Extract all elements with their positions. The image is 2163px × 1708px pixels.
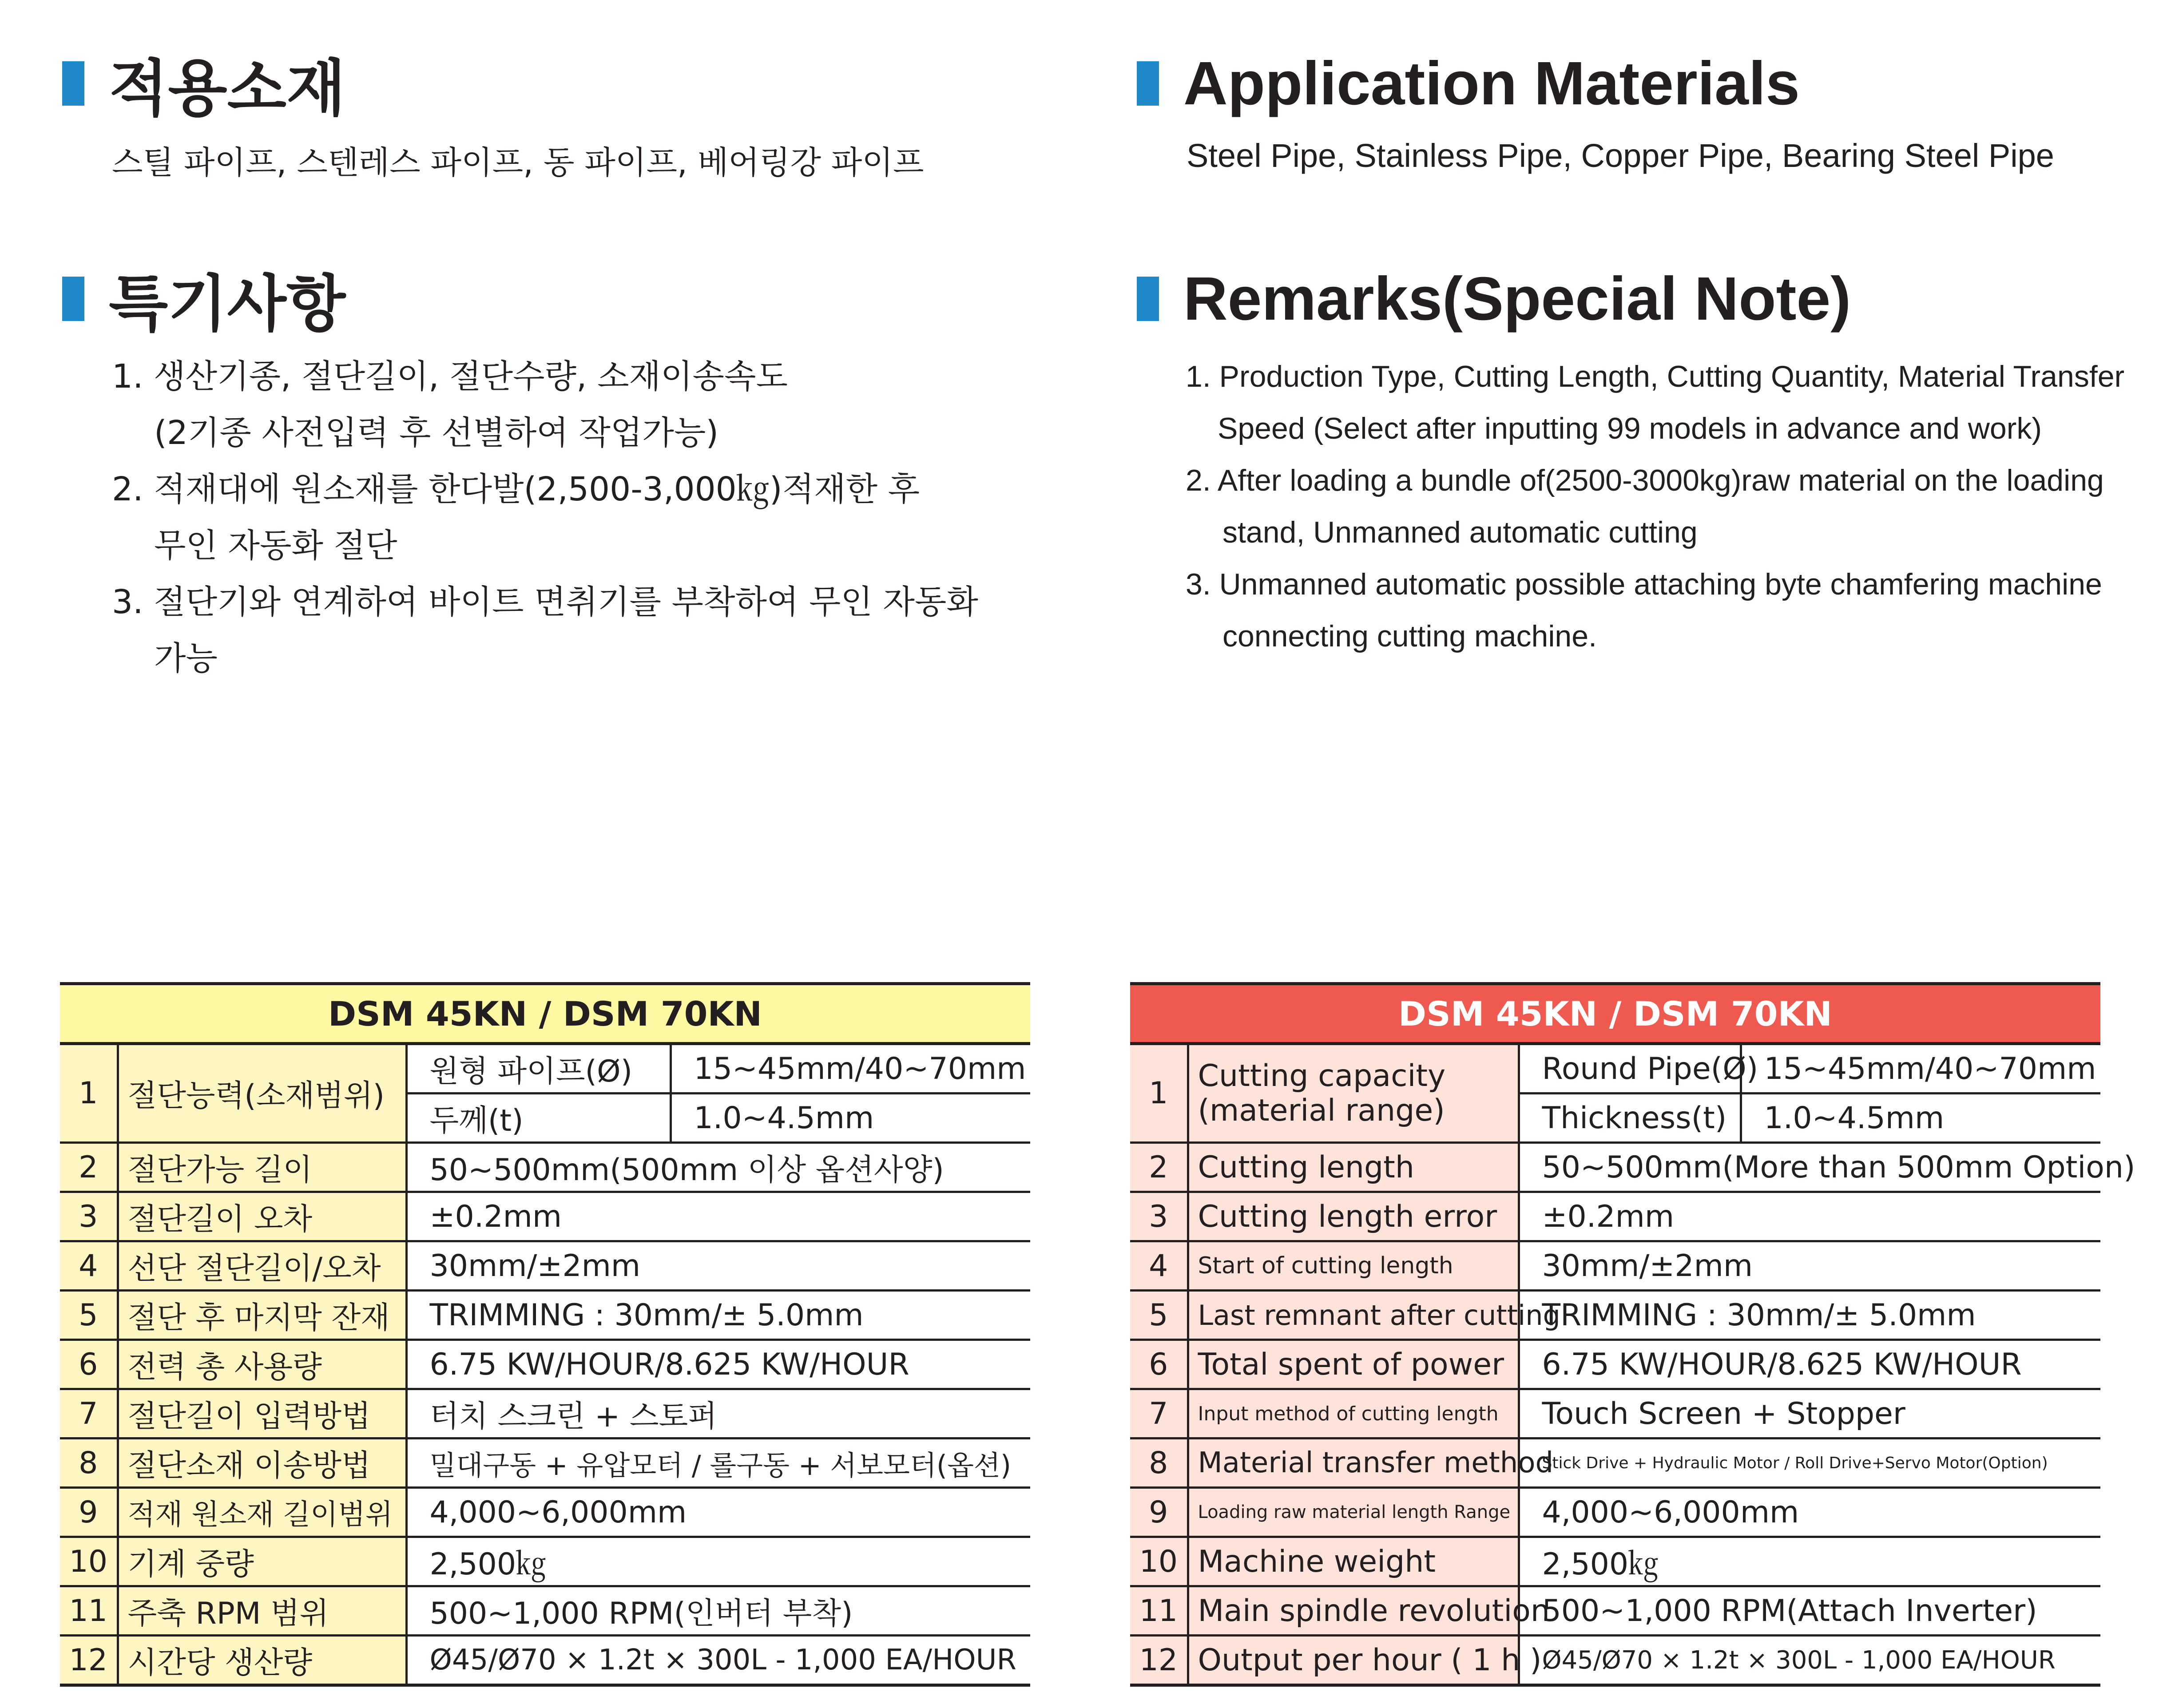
- sub-label: Thickness(t): [1519, 1094, 1741, 1143]
- row-value: 4,000~6,000mm: [406, 1488, 1030, 1537]
- row-label: Output per hour ( 1 h ): [1188, 1636, 1519, 1685]
- row-number: 2: [1130, 1143, 1188, 1192]
- row-label: Cutting length error: [1188, 1192, 1519, 1241]
- row-label: [1188, 1044, 1519, 1143]
- row-label: 전력 총 사용량: [118, 1340, 406, 1389]
- row-number: 3: [60, 1192, 118, 1241]
- table-row: [1130, 1340, 2100, 1389]
- table-row: [60, 1143, 1030, 1192]
- remark-line: Speed (Select after inputting 99 models in advance and work): [1218, 412, 2042, 445]
- spec-table-ko: [60, 982, 1030, 1687]
- sub-value: 15~45mm/40~70mm: [1741, 1044, 2100, 1094]
- table-row: [1130, 1143, 2100, 1192]
- sub-value: 1.0~4.5mm: [671, 1094, 1030, 1143]
- row-value: 6.75 KW/HOUR/8.625 KW/HOUR: [1519, 1340, 2100, 1389]
- sub-label: 원형 파이프(Ø): [406, 1044, 671, 1094]
- row-value: 500~1,000 RPM(인버터 부착): [406, 1586, 1030, 1636]
- row-value: TRIMMING : 30mm/± 5.0mm: [406, 1291, 1030, 1340]
- row-number: 11: [60, 1586, 118, 1636]
- table-row: [60, 1636, 1030, 1685]
- remark-line: 2. 적재대에 원소재를 한다발(2,500-3,000㎏)적재한 후: [112, 470, 920, 508]
- row-number: 5: [1130, 1291, 1188, 1340]
- row-value: 50~500mm(500mm 이상 옵션사양): [406, 1143, 1030, 1192]
- row-label: 절단길이 오차: [118, 1192, 406, 1241]
- table-row: [1130, 1586, 2100, 1636]
- table-row: [60, 1241, 1030, 1291]
- materials-text-ko: 스틸 파이프, 스텐레스 파이프, 동 파이프, 베어링강 파이프: [112, 144, 924, 181]
- row-number: 11: [1130, 1586, 1188, 1636]
- table-row: [60, 1488, 1030, 1537]
- remark-line: stand, Unmanned automatic cutting: [1222, 515, 1698, 549]
- row-value: TRIMMING : 30mm/± 5.0mm: [1519, 1291, 2100, 1340]
- table-row: [1130, 1439, 2100, 1488]
- remark-line: 무인 자동화 절단: [154, 527, 397, 565]
- row-label: Last remnant after cutting: [1188, 1291, 1519, 1340]
- row-number: 6: [60, 1340, 118, 1389]
- row-label-line: (material range): [1198, 1093, 1445, 1128]
- remark-line: 2. After loading a bundle of(2500-3000kg)raw material on the loading: [1186, 464, 2104, 497]
- spec-table-en: [1130, 982, 2135, 1687]
- row-number: 8: [1130, 1439, 1188, 1488]
- table-row: [1130, 1291, 2100, 1340]
- table-row: [60, 1340, 1030, 1389]
- row-label: 기계 중량: [118, 1537, 406, 1586]
- row-label: 절단가능 길이: [118, 1143, 406, 1192]
- materials-text-en: Steel Pipe, Stainless Pipe, Copper Pipe, Bearing Steel Pipe: [1187, 137, 2054, 174]
- remark-line: 1. Production Type, Cutting Length, Cutting Quantity, Material Transfer: [1186, 360, 2125, 393]
- row-label: 절단길이 입력방법: [118, 1389, 406, 1439]
- table-row: [1130, 1389, 2100, 1439]
- remark-line: 가능: [154, 639, 218, 678]
- table-row: [60, 1537, 1030, 1586]
- row-number: 9: [1130, 1488, 1188, 1537]
- row-number: 6: [1130, 1340, 1188, 1389]
- remarks-list-ko: [112, 349, 978, 687]
- row-number: 2: [60, 1143, 118, 1192]
- row-label: 선단 절단길이/오차: [118, 1241, 406, 1291]
- table-row: [60, 1291, 1030, 1340]
- remark-line: (2기종 사전입력 후 선별하여 작업가능): [154, 414, 719, 452]
- row-label: 적재 원소재 길이범위: [118, 1488, 406, 1537]
- sub-value: 15~45mm/40~70mm: [671, 1044, 1030, 1094]
- row-label: Material transfer method: [1188, 1439, 1519, 1488]
- heading-bar-icon: [1137, 277, 1159, 321]
- row-number: 4: [1130, 1241, 1188, 1291]
- row-value: Stick Drive + Hydraulic Motor / Roll Drive+Servo Motor(Option): [1519, 1439, 2100, 1488]
- row-value: 50~500mm(More than 500mm Option): [1519, 1143, 2100, 1192]
- row-label: 절단 후 마지막 잔재: [118, 1291, 406, 1340]
- table-row: [1130, 1488, 2100, 1537]
- table-row: [1130, 1636, 2100, 1685]
- sub-value: 1.0~4.5mm: [1741, 1094, 2100, 1143]
- row-number: 7: [1130, 1389, 1188, 1439]
- heading-bar-icon: [1137, 61, 1159, 106]
- row-value: ±0.2mm: [1519, 1192, 2100, 1241]
- row-label-line: Cutting capacity: [1198, 1058, 1446, 1094]
- row-value: 6.75 KW/HOUR/8.625 KW/HOUR: [406, 1340, 1030, 1389]
- remarks-title-ko: 특기사항: [109, 268, 346, 340]
- table-title-ko: DSM 45KN / DSM 70KN: [60, 984, 1030, 1044]
- row-value: 30mm/±2mm: [1519, 1241, 2100, 1291]
- row-value: Ø45/Ø70 × 1.2t × 300L - 1,000 EA/HOUR: [406, 1636, 1030, 1685]
- row-number: 5: [60, 1291, 118, 1340]
- table-row: [60, 1439, 1030, 1488]
- row-number: 1: [60, 1044, 118, 1143]
- row-number: 9: [60, 1488, 118, 1537]
- row-value: 터치 스크린 + 스토퍼: [406, 1389, 1030, 1439]
- row-number: 10: [1130, 1537, 1188, 1586]
- row-label: 절단능력(소재범위): [118, 1044, 406, 1143]
- row-number: 12: [1130, 1636, 1188, 1685]
- row-value: Touch Screen + Stopper: [1519, 1389, 2100, 1439]
- sub-label: 두께(t): [406, 1094, 671, 1143]
- table-row: [60, 1044, 1030, 1094]
- table-row: [60, 1192, 1030, 1241]
- row-number: 8: [60, 1439, 118, 1488]
- remark-line: 1. 생산기종, 절단길이, 절단수량, 소재이송속도: [112, 357, 788, 396]
- row-label: Cutting length: [1188, 1143, 1519, 1192]
- row-value: 밀대구동 + 유압모터 / 롤구동 + 서보모터(옵션): [406, 1439, 1030, 1488]
- remarks-title-en: Remarks(Special Note): [1183, 264, 1851, 333]
- row-number: 3: [1130, 1192, 1188, 1241]
- row-number: 10: [60, 1537, 118, 1586]
- row-value: 30mm/±2mm: [406, 1241, 1030, 1291]
- row-label: Machine weight: [1188, 1537, 1519, 1586]
- row-value: 2,500㎏: [1519, 1537, 2100, 1586]
- row-label: 시간당 생산량: [118, 1636, 406, 1685]
- sub-label: Round Pipe(Ø): [1519, 1044, 1741, 1094]
- remarks-heading-en: [1137, 264, 1851, 333]
- row-label: Main spindle revolution: [1188, 1586, 1519, 1636]
- heading-bar-icon: [62, 277, 84, 321]
- row-number: 7: [60, 1389, 118, 1439]
- row-value: 2,500㎏: [406, 1537, 1030, 1586]
- table-row: [60, 1586, 1030, 1636]
- table-row: [1130, 1044, 2100, 1094]
- row-label: 주축 RPM 범위: [118, 1586, 406, 1636]
- row-label: Loading raw material length Range: [1188, 1488, 1519, 1537]
- remarks-heading-ko: [62, 268, 346, 340]
- remark-line: 3. Unmanned automatic possible attaching byte chamfering machine: [1186, 567, 2102, 601]
- materials-heading-en: [1137, 49, 1800, 118]
- table-row: [1130, 1241, 2100, 1291]
- materials-title-ko: 적용소재: [109, 53, 346, 124]
- row-value: Ø45/Ø70 × 1.2t × 300L - 1,000 EA/HOUR: [1519, 1636, 2100, 1685]
- table-title-en: DSM 45KN / DSM 70KN: [1130, 984, 2100, 1044]
- table-row: [1130, 1192, 2100, 1241]
- row-number: 1: [1130, 1044, 1188, 1143]
- remarks-list-en: [1186, 351, 2124, 662]
- row-number: 4: [60, 1241, 118, 1291]
- materials-heading-ko: [62, 52, 346, 124]
- row-value: 500~1,000 RPM(Attach Inverter): [1519, 1586, 2100, 1636]
- row-label: Total spent of power: [1188, 1340, 1519, 1389]
- table-row: [60, 1389, 1030, 1439]
- table-row: [1130, 1537, 2100, 1586]
- row-value: ±0.2mm: [406, 1192, 1030, 1241]
- row-label: Input method of cutting length: [1188, 1389, 1519, 1439]
- materials-title-en: Application Materials: [1183, 49, 1800, 118]
- row-value: 4,000~6,000mm: [1519, 1488, 2100, 1537]
- row-label: 절단소재 이송방법: [118, 1439, 406, 1488]
- remark-line: connecting cutting machine.: [1222, 619, 1597, 653]
- row-label: Start of cutting length: [1188, 1241, 1519, 1291]
- row-number: 12: [60, 1636, 118, 1685]
- remark-line: 3. 절단기와 연계하여 바이트 면취기를 부착하여 무인 자동화: [112, 583, 978, 621]
- heading-bar-icon: [62, 61, 84, 106]
